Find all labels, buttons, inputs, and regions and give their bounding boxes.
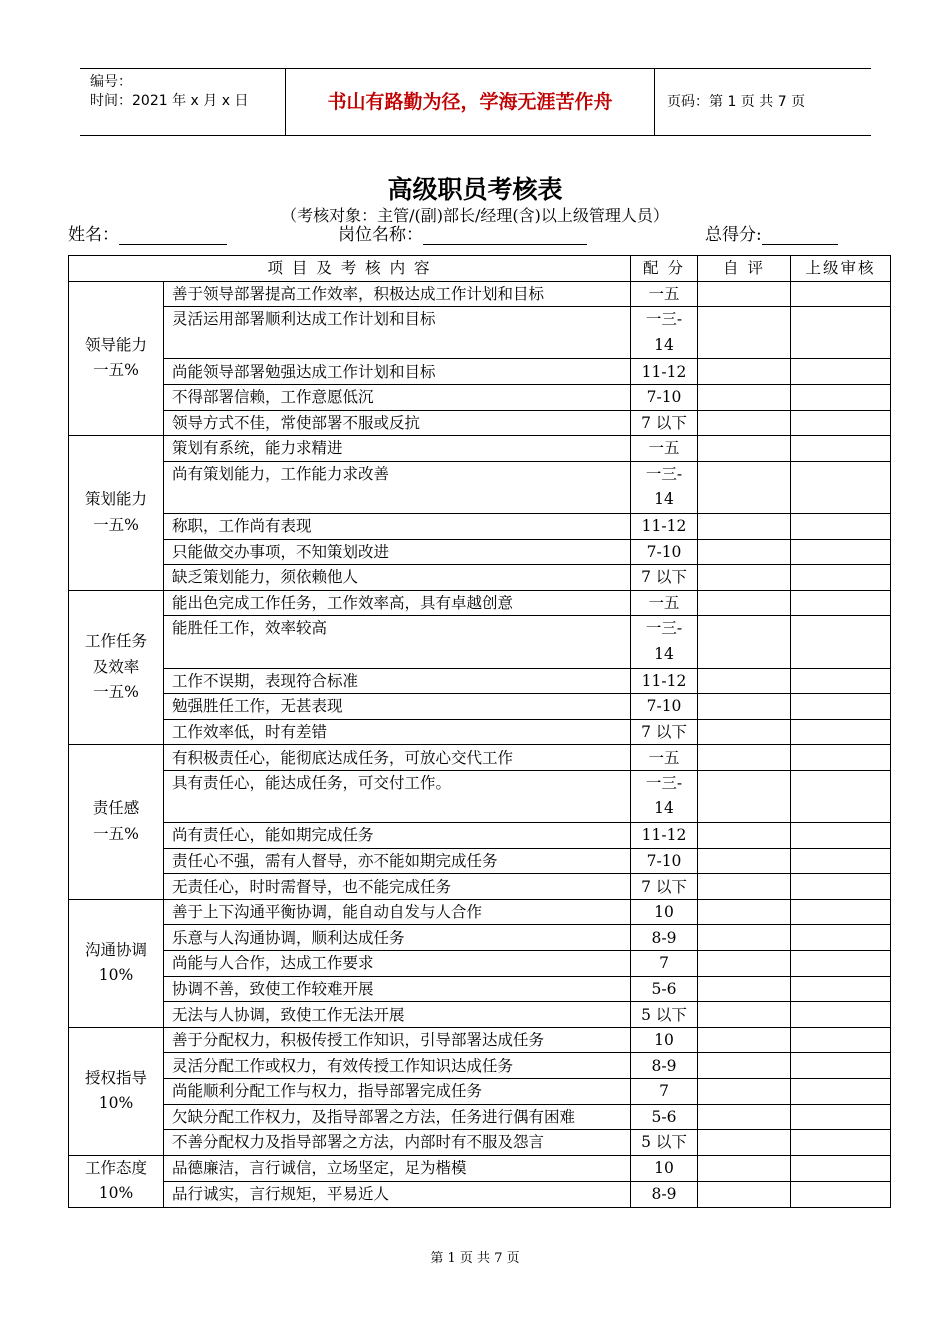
self-eval-cell[interactable]	[698, 925, 791, 951]
total-score-field[interactable]	[705, 225, 838, 247]
criteria-score	[631, 1155, 698, 1181]
supervisor-review-cell[interactable]	[791, 976, 891, 1002]
table-row	[69, 1002, 891, 1028]
score-line: 5 以下	[641, 1133, 687, 1152]
criteria-score	[631, 384, 698, 410]
header-meta	[80, 69, 285, 135]
table-row	[69, 307, 891, 359]
table-row	[69, 461, 891, 513]
criteria-description: 工作效率低，时有差错	[164, 719, 631, 745]
criteria-score	[631, 1104, 698, 1130]
supervisor-review-cell[interactable]	[791, 848, 891, 874]
self-eval-cell[interactable]	[698, 694, 791, 720]
table-row	[69, 976, 891, 1002]
criteria-description: 能出色完成工作任务，工作效率高，具有卓越创意	[164, 590, 631, 616]
self-eval-cell[interactable]	[698, 719, 791, 745]
self-eval-cell[interactable]	[698, 976, 791, 1002]
criteria-score	[631, 513, 698, 539]
criteria-score	[631, 719, 698, 745]
document-number-label: 编号：	[90, 74, 132, 90]
category-line: 10%	[98, 1094, 134, 1113]
supervisor-review-cell[interactable]	[791, 461, 891, 513]
supervisor-review-cell[interactable]	[791, 668, 891, 694]
criteria-score	[631, 410, 698, 436]
table-row	[69, 513, 891, 539]
supervisor-review-cell[interactable]	[791, 410, 891, 436]
table-row	[69, 539, 891, 565]
page-header	[80, 68, 871, 136]
supervisor-review-cell[interactable]	[791, 951, 891, 977]
criteria-description: 工作不误期，表现符合标准	[164, 668, 631, 694]
category-cell	[69, 590, 164, 745]
self-eval-cell[interactable]	[698, 359, 791, 385]
criteria-description: 具有责任心，能达成任务，可交付工作。	[164, 770, 631, 822]
supervisor-review-cell[interactable]	[791, 1027, 891, 1053]
table-row	[69, 848, 891, 874]
criteria-description: 策划有系统，能力求精进	[164, 436, 631, 462]
table-row	[69, 925, 891, 951]
self-eval-cell[interactable]	[698, 668, 791, 694]
criteria-description: 勉强胜任工作，无甚表现	[164, 694, 631, 720]
name-label: 姓名：	[68, 225, 119, 245]
supervisor-review-cell[interactable]	[791, 1155, 891, 1181]
criteria-score	[631, 874, 698, 900]
criteria-score	[631, 565, 698, 591]
score-line: 7 以下	[641, 877, 687, 896]
criteria-score	[631, 359, 698, 385]
criteria-description: 无责任心，时时需督导，也不能完成任务	[164, 874, 631, 900]
criteria-description: 灵活运用部署顺利达成工作计划和目标	[164, 307, 631, 359]
score-line: 7-10	[646, 542, 682, 561]
criteria-description: 称职，工作尚有表现	[164, 513, 631, 539]
score-line: 14	[654, 490, 674, 509]
criteria-description: 只能做交办事项，不知策划改进	[164, 539, 631, 565]
self-eval-cell[interactable]	[698, 1002, 791, 1028]
supervisor-review-cell[interactable]	[791, 1181, 891, 1207]
category-line: 策划能力	[84, 490, 147, 509]
criteria-score	[631, 848, 698, 874]
criteria-description: 尚能与人合作，达成工作要求	[164, 951, 631, 977]
score-line: 7	[659, 954, 669, 973]
criteria-score	[631, 539, 698, 565]
criteria-description: 无法与人协调，致使工作无法开展	[164, 1002, 631, 1028]
score-line: 11-12	[641, 517, 687, 536]
score-line: 一三-	[645, 464, 683, 483]
table-row	[69, 823, 891, 849]
supervisor-review-cell[interactable]	[791, 874, 891, 900]
table-row	[69, 616, 891, 668]
category-line: 工作态度	[84, 1158, 147, 1177]
evaluation-table-body	[69, 281, 891, 1207]
criteria-description: 协调不善，致使工作较难开展	[164, 976, 631, 1002]
supervisor-review-cell[interactable]	[791, 745, 891, 771]
score-line: 一五	[648, 439, 680, 458]
category-line: 10%	[98, 1184, 134, 1203]
table-row	[69, 1104, 891, 1130]
supervisor-review-cell[interactable]	[791, 694, 891, 720]
page-title: 高级职员考核表	[387, 175, 563, 204]
header-content: 项 目 及 考 核 内 容	[69, 256, 631, 282]
self-eval-cell[interactable]	[698, 307, 791, 359]
criteria-description: 责任心不强，需有人督导，亦不能如期完成任务	[164, 848, 631, 874]
score-line: 一五	[648, 594, 680, 613]
score-line: 一三-	[645, 619, 683, 638]
total-score-label: 总得分:	[705, 225, 762, 245]
supervisor-review-cell[interactable]	[791, 925, 891, 951]
score-line: 14	[654, 799, 674, 818]
criteria-description: 尚能领导部署勉强达成工作计划和目标	[164, 359, 631, 385]
self-eval-cell[interactable]	[698, 770, 791, 822]
table-row	[69, 359, 891, 385]
table-row	[69, 590, 891, 616]
criteria-score	[631, 436, 698, 462]
position-label: 岗位名称：	[338, 225, 423, 245]
self-eval-cell[interactable]	[698, 1181, 791, 1207]
criteria-description: 领导方式不佳，常使部署不服或反抗	[164, 410, 631, 436]
criteria-score	[631, 1053, 698, 1079]
name-field[interactable]	[68, 225, 227, 247]
header-self-eval: 自 评	[698, 256, 791, 282]
score-line: 5 以下	[641, 1005, 687, 1024]
supervisor-review-cell[interactable]	[791, 384, 891, 410]
score-line: 8-9	[651, 1185, 677, 1204]
category-line: 一五%	[93, 683, 139, 702]
supervisor-review-cell[interactable]	[791, 1053, 891, 1079]
self-eval-cell[interactable]	[698, 1079, 791, 1105]
criteria-score	[631, 770, 698, 822]
score-line: 一五	[648, 748, 680, 767]
criteria-description: 欠缺分配工作权力，及指导部署之方法，任务进行偶有困难	[164, 1104, 631, 1130]
criteria-score	[631, 1027, 698, 1053]
category-line: 一五%	[93, 361, 139, 380]
self-eval-cell[interactable]	[698, 565, 791, 591]
page-subtitle: （考核对象：主管/(副)部长/经理(含)以上级管理人员）	[281, 206, 669, 225]
supervisor-review-cell[interactable]	[791, 823, 891, 849]
score-line: 一三-	[645, 773, 683, 792]
table-row	[69, 668, 891, 694]
table-row	[69, 1053, 891, 1079]
self-eval-cell[interactable]	[698, 951, 791, 977]
criteria-description: 灵活分配工作或权力，有效传授工作知识达成任务	[164, 1053, 631, 1079]
criteria-score	[631, 1079, 698, 1105]
criteria-score	[631, 616, 698, 668]
criteria-description: 有积极责任心，能彻底达成任务，可放心交代工作	[164, 745, 631, 771]
score-line: 10	[654, 1159, 674, 1178]
position-blank[interactable]	[423, 227, 587, 245]
category-line: 授权指导	[84, 1068, 147, 1087]
table-row	[69, 1130, 891, 1156]
criteria-score	[631, 1002, 698, 1028]
self-eval-cell[interactable]	[698, 874, 791, 900]
self-eval-cell[interactable]	[698, 436, 791, 462]
criteria-score	[631, 461, 698, 513]
table-row	[69, 410, 891, 436]
self-eval-cell[interactable]	[698, 539, 791, 565]
supervisor-review-cell[interactable]	[791, 307, 891, 359]
document-date-label: 时间：2021 年 x 月 x 日	[90, 93, 249, 109]
table-row	[69, 874, 891, 900]
criteria-score	[631, 899, 698, 925]
criteria-description: 善于上下沟通平衡协调，能自动自发与人合作	[164, 899, 631, 925]
criteria-description: 尚有策划能力，工作能力求改善	[164, 461, 631, 513]
page-footer: 第 1 页 共 7 页	[430, 1251, 520, 1266]
supervisor-review-cell[interactable]	[791, 1002, 891, 1028]
criteria-score	[631, 590, 698, 616]
category-cell	[69, 745, 164, 900]
supervisor-review-cell[interactable]	[791, 281, 891, 307]
criteria-score	[631, 281, 698, 307]
self-eval-cell[interactable]	[698, 410, 791, 436]
criteria-description: 缺乏策划能力，须依赖他人	[164, 565, 631, 591]
criteria-description: 品德廉洁，言行诚信，立场坚定，足为楷模	[164, 1155, 631, 1181]
position-field[interactable]	[338, 225, 587, 247]
score-line: 8-9	[651, 1056, 677, 1075]
table-row	[69, 281, 891, 307]
self-eval-cell[interactable]	[698, 1155, 791, 1181]
table-row	[69, 770, 891, 822]
self-eval-cell[interactable]	[698, 590, 791, 616]
criteria-description: 不善分配权力及指导部署之方法，内部时有不服及怨言	[164, 1130, 631, 1156]
supervisor-review-cell[interactable]	[791, 616, 891, 668]
evaluation-table	[68, 255, 891, 1208]
table-row	[69, 1155, 891, 1181]
header-score: 配 分	[631, 256, 698, 282]
criteria-description: 尚能顺利分配工作与权力，指导部署完成任务	[164, 1079, 631, 1105]
category-line: 沟通协调	[84, 940, 147, 959]
criteria-score	[631, 823, 698, 849]
score-line: 5-6	[651, 1107, 677, 1126]
score-line: 11-12	[641, 826, 687, 845]
criteria-description: 尚有责任心，能如期完成任务	[164, 823, 631, 849]
supervisor-review-cell[interactable]	[791, 1104, 891, 1130]
score-line: 7-10	[646, 697, 682, 716]
header-supervisor-review: 上级审核	[791, 256, 891, 282]
category-line: 及效率	[92, 657, 140, 676]
supervisor-review-cell[interactable]	[791, 565, 891, 591]
score-line: 14	[654, 335, 674, 354]
table-row	[69, 899, 891, 925]
table-row	[69, 384, 891, 410]
criteria-score	[631, 951, 698, 977]
table-header-row	[69, 256, 891, 282]
total-score-blank[interactable]	[762, 227, 838, 245]
self-eval-cell[interactable]	[698, 461, 791, 513]
table-row	[69, 719, 891, 745]
criteria-score	[631, 668, 698, 694]
self-eval-cell[interactable]	[698, 1053, 791, 1079]
table-row	[69, 1181, 891, 1207]
score-line: 5-6	[651, 979, 677, 998]
criteria-score	[631, 307, 698, 359]
criteria-score	[631, 1181, 698, 1207]
category-cell	[69, 436, 164, 591]
self-eval-cell[interactable]	[698, 899, 791, 925]
category-line: 一五%	[93, 825, 139, 844]
score-line: 一五	[648, 284, 680, 303]
supervisor-review-cell[interactable]	[791, 590, 891, 616]
self-eval-cell[interactable]	[698, 1130, 791, 1156]
table-row	[69, 951, 891, 977]
self-eval-cell[interactable]	[698, 513, 791, 539]
criteria-description: 善于分配权力，积极传授工作知识，引导部署达成任务	[164, 1027, 631, 1053]
category-cell	[69, 281, 164, 436]
score-line: 11-12	[641, 671, 687, 690]
category-cell	[69, 1027, 164, 1155]
category-cell	[69, 1155, 164, 1207]
self-eval-cell[interactable]	[698, 616, 791, 668]
criteria-description: 不得部署信赖，工作意愿低沉	[164, 384, 631, 410]
self-eval-cell[interactable]	[698, 281, 791, 307]
score-line: 7-10	[646, 388, 682, 407]
score-line: 7 以下	[641, 568, 687, 587]
score-line: 10	[654, 903, 674, 922]
supervisor-review-cell[interactable]	[791, 1079, 891, 1105]
table-row	[69, 694, 891, 720]
self-eval-cell[interactable]	[698, 384, 791, 410]
header-page-number: 页码：第 1 页 共 7 页	[667, 94, 806, 110]
score-line: 7 以下	[641, 413, 687, 432]
score-line: 11-12	[641, 362, 687, 381]
criteria-score	[631, 1130, 698, 1156]
self-eval-cell[interactable]	[698, 1027, 791, 1053]
header-motto: 书山有路勤为径，学海无涯苦作舟	[285, 69, 655, 135]
criteria-description: 能胜任工作，效率较高	[164, 616, 631, 668]
self-eval-cell[interactable]	[698, 1104, 791, 1130]
supervisor-review-cell[interactable]	[791, 1130, 891, 1156]
table-row	[69, 745, 891, 771]
criteria-score	[631, 925, 698, 951]
criteria-score	[631, 745, 698, 771]
score-line: 10	[654, 1031, 674, 1050]
supervisor-review-cell[interactable]	[791, 436, 891, 462]
supervisor-review-cell[interactable]	[791, 770, 891, 822]
criteria-description: 品行诚实，言行规矩，平易近人	[164, 1181, 631, 1207]
criteria-description: 乐意与人沟通协调，顺利达成任务	[164, 925, 631, 951]
criteria-score	[631, 694, 698, 720]
score-line: 7-10	[646, 851, 682, 870]
self-eval-cell[interactable]	[698, 823, 791, 849]
score-line: 8-9	[651, 928, 677, 947]
table-row	[69, 1079, 891, 1105]
table-row	[69, 565, 891, 591]
category-line: 一五%	[93, 515, 139, 534]
criteria-score	[631, 976, 698, 1002]
category-line: 10%	[98, 966, 134, 985]
supervisor-review-cell[interactable]	[791, 539, 891, 565]
score-line: 14	[654, 644, 674, 663]
score-line: 7	[659, 1082, 669, 1101]
table-row	[69, 1027, 891, 1053]
supervisor-review-cell[interactable]	[791, 513, 891, 539]
supervisor-review-cell[interactable]	[791, 359, 891, 385]
category-cell	[69, 899, 164, 1027]
score-line: 一三-	[645, 310, 683, 329]
score-line: 7 以下	[641, 722, 687, 741]
table-row	[69, 436, 891, 462]
self-eval-cell[interactable]	[698, 745, 791, 771]
supervisor-review-cell[interactable]	[791, 719, 891, 745]
category-line: 工作任务	[84, 632, 147, 651]
category-line: 领导能力	[84, 335, 147, 354]
category-line: 责任感	[92, 799, 140, 818]
criteria-description: 善于领导部署提高工作效率，积极达成工作计划和目标	[164, 281, 631, 307]
self-eval-cell[interactable]	[698, 848, 791, 874]
name-blank[interactable]	[119, 227, 227, 245]
supervisor-review-cell[interactable]	[791, 899, 891, 925]
